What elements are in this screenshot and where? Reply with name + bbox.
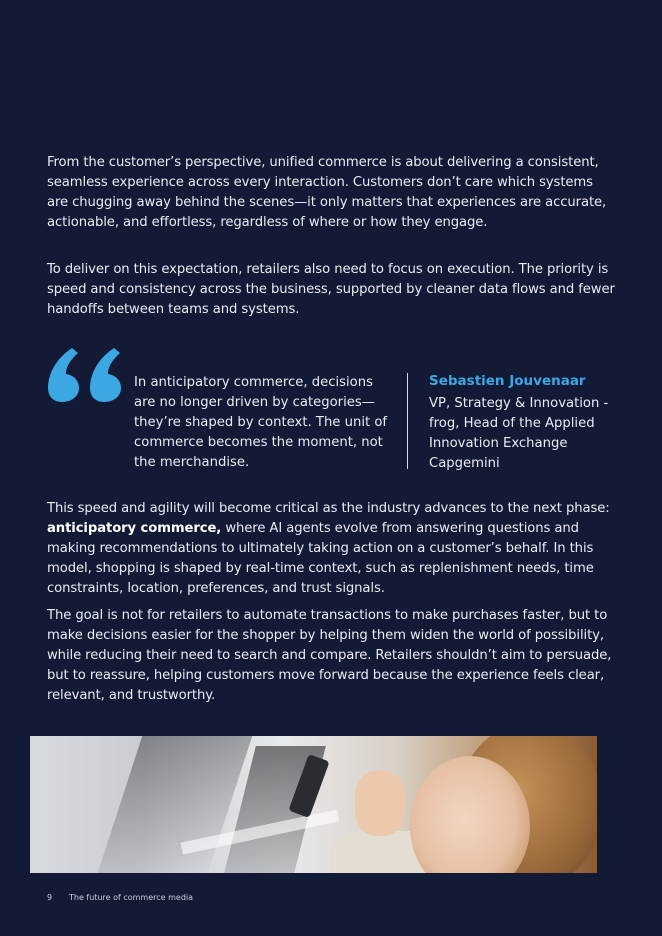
- quote-author-title: VP, Strategy & Innovation - frog, Head of the Applied Innovation Exchange Capgemini: [429, 396, 609, 471]
- body-paragraph-4: The goal is not for retailers to automate transactions to make purchases faster, but to make decisions easier for the shopper by helping them widen the world of possibility, while reducing their need to search and compare. Retailers shouldn’t aim to persuade, but to reassure, helping customers move forward because the experience feels clear, relevant, and trustworthy.: [47, 608, 612, 703]
- pull-quote-text: In anticipatory commerce, decisions are no longer driven by categories—they’re shaped by context. The unit of commerce becomes the moment, not the merchandise.: [134, 375, 388, 470]
- paragraph-3-start: This speed and agility will become critical as the industry advances to the next phase:: [47, 501, 610, 516]
- intro-paragraph-2: To deliver on this expectation, retailers also need to focus on execution. The priority is speed and consistency across the business, supported by cleaner data flows and fewer handoffs between teams and systems.: [47, 262, 615, 317]
- page-number: 9: [47, 893, 53, 902]
- intro-paragraph-1: From the customer’s perspective, unified commerce is about delivering a consistent, seamless experience across every interaction. Customers don’t care which systems are chugging away behind the scenes—it only matters that experiences are accurate, actionable, and effortless, regardless of where or how they engage.: [47, 155, 607, 230]
- footer-title: The future of commerce media: [69, 893, 194, 902]
- quote-mark-icon: [48, 346, 122, 402]
- paragraph-3-emphasis: anticipatory commerce,: [47, 521, 222, 536]
- quote-author-name: Sebastien Jouvenaar: [429, 373, 586, 389]
- body-paragraph-3: [47, 499, 615, 599]
- shopper-photo: [30, 736, 597, 873]
- paragraph-3-end: where AI agents evolve from answering questions and making recommendations to ultimately taking action on a customer’s behalf. In this model, shopping is shaped by real-time context, such as replenishment needs, time constraints, location, preferences, and trust signals.: [47, 521, 594, 596]
- quote-divider: [407, 373, 408, 469]
